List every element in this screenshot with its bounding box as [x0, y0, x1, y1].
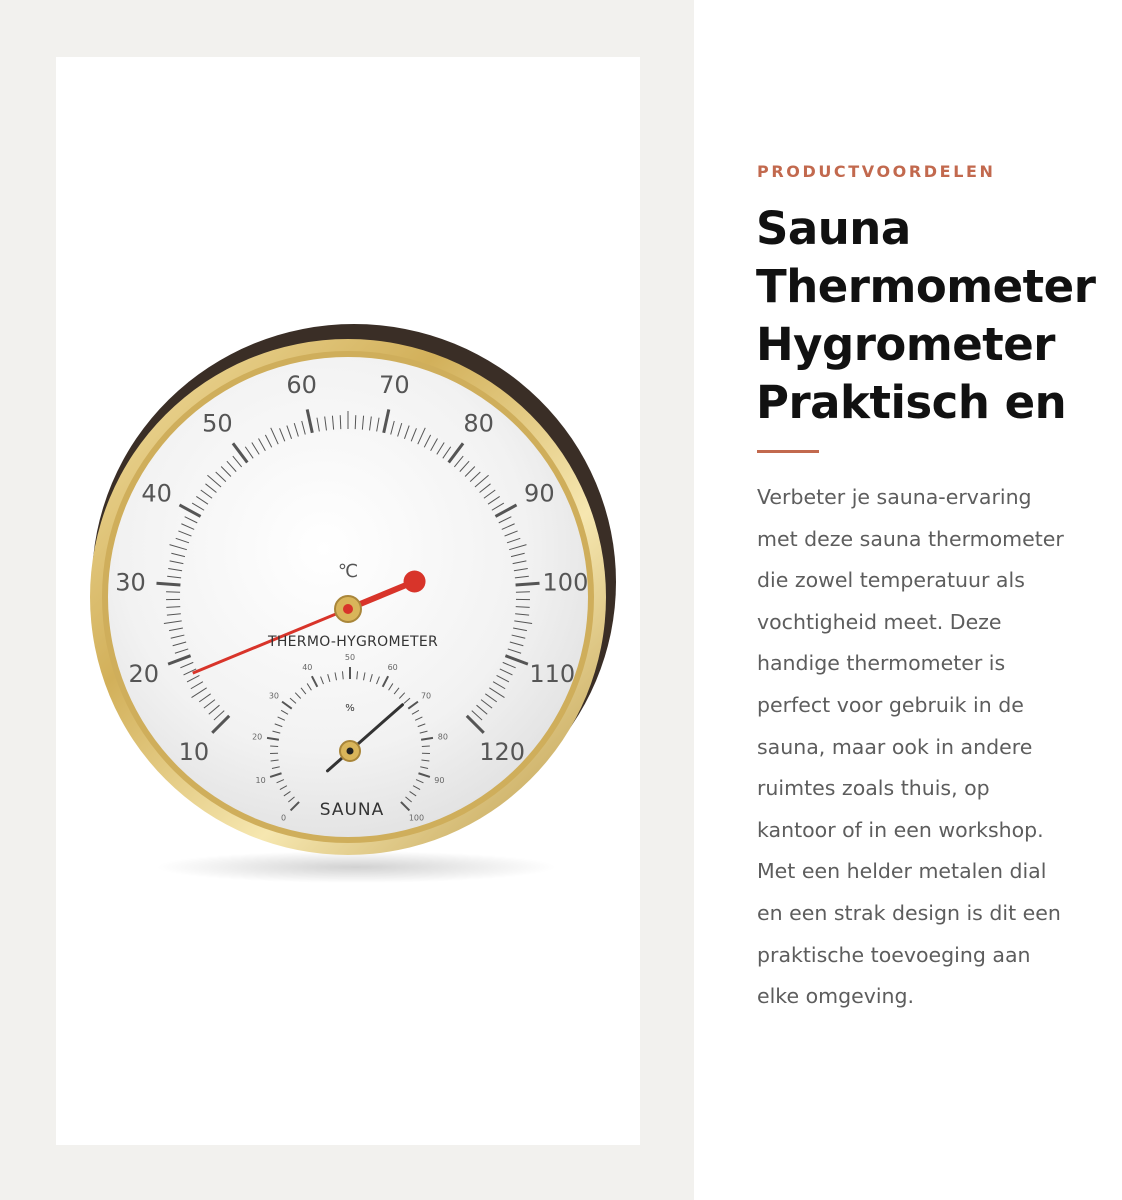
headline-line: Thermometer	[756, 260, 1096, 313]
temperature-tick-label: 50	[202, 409, 233, 438]
temperature-tick-label: 120	[479, 738, 526, 767]
humidity-tick-label: 20	[252, 732, 263, 742]
temperature-tick-label: 80	[463, 409, 494, 438]
temperature-tick	[355, 415, 356, 429]
temperature-tick	[156, 583, 180, 585]
dial-label: THERMO-HYGROMETER	[267, 634, 439, 650]
headline-line: Praktisch en	[756, 376, 1067, 429]
humidity-tick	[422, 746, 430, 747]
temperature-tick-label: 30	[115, 568, 146, 597]
section-eyebrow: PRODUCTVOORDELEN	[757, 162, 996, 181]
description-line: sauna, maar ook in andere	[757, 734, 1033, 759]
humidity-tick-label: 90	[434, 776, 445, 786]
description-line: kantoor of in een workshop.	[757, 817, 1044, 842]
accent-divider	[757, 450, 819, 453]
temperature-needle-weight	[404, 570, 426, 592]
temperature-tick-label: 110	[529, 660, 576, 689]
humidity-tick-label: 0	[280, 813, 287, 823]
description-line: vochtigheid meet. Deze	[757, 609, 1002, 634]
description-line: ruimtes zoals thuis, op	[757, 776, 990, 801]
description-line: elke omgeving.	[757, 984, 915, 1009]
description-line: met deze sauna thermometer	[757, 526, 1064, 551]
humidity-tick-label: 40	[302, 663, 313, 673]
temperature-tick-label: 60	[286, 370, 317, 399]
description-line: Met een helder metalen dial	[757, 859, 1047, 884]
humidity-unit: %	[345, 703, 355, 714]
temperature-tick-label: 40	[141, 479, 172, 508]
humidity-tick-label: 80	[437, 732, 448, 742]
product-headline	[756, 200, 1116, 432]
description-line: en een strak design is dit een	[757, 900, 1061, 925]
temperature-tick-label: 70	[379, 370, 410, 399]
description-line: Verbeter je sauna-ervaring	[757, 485, 1032, 509]
description-line: praktische toevoeging aan	[757, 942, 1031, 967]
product-photo-card	[56, 57, 640, 1145]
humidity-tick-label: 100	[408, 813, 425, 823]
humidity-tick-label: 70	[420, 691, 432, 701]
celsius-unit: ℃	[337, 561, 359, 582]
temperature-tick-label: 20	[128, 660, 160, 689]
thermo-hygrometer-photo	[56, 57, 640, 1145]
temperature-tick	[516, 583, 540, 585]
temperature-tick-label: 100	[542, 568, 589, 597]
description-line: handige thermometer is	[757, 651, 1006, 676]
headline-line: Hygrometer	[756, 318, 1055, 371]
headline-line: Sauna	[756, 202, 911, 255]
description-line: perfect voor gebruik in de	[757, 692, 1024, 717]
gauge-shadow	[156, 851, 556, 883]
temperature-tick-label: 90	[524, 479, 555, 508]
humidity-tick-label: 50	[344, 653, 356, 662]
brand-label: SAUNA	[319, 800, 385, 820]
humidity-tick-label: 30	[268, 691, 280, 701]
humidity-tick-label: 60	[387, 663, 398, 673]
humidity-tick	[270, 746, 278, 747]
description-line: die zowel temperatuur als	[757, 568, 1025, 593]
temperature-tick-label: 10	[178, 738, 210, 767]
humidity-tick-label: 10	[255, 776, 266, 786]
product-description-panel	[694, 0, 1122, 1200]
product-description	[757, 477, 1117, 1018]
temperature-tick	[340, 415, 341, 429]
